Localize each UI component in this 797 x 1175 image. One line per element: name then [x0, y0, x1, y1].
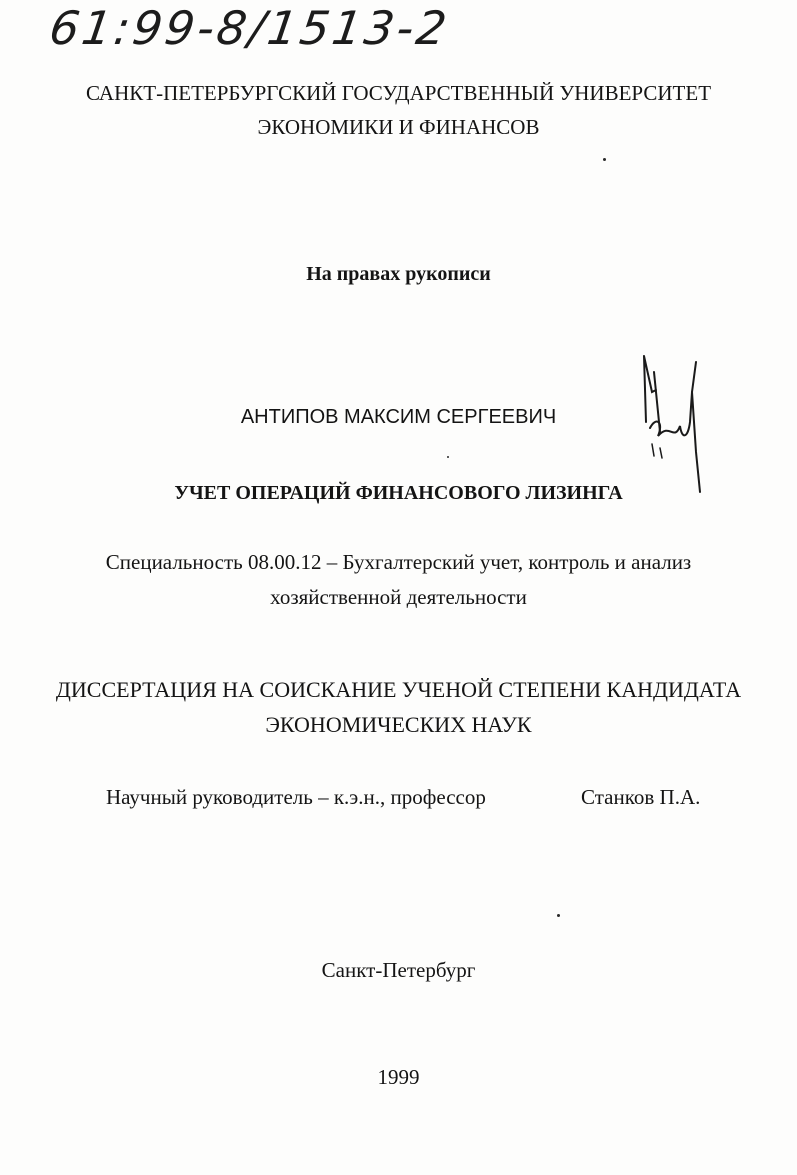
supervisor-label: Научный руководитель – к.э.н., профессор	[106, 785, 486, 809]
dissertation-title: УЧЕТ ОПЕРАЦИЙ ФИНАНСОВОГО ЛИЗИНГА	[174, 482, 623, 504]
scan-speck	[557, 914, 560, 917]
dissertation-line-2: ЭКОНОМИЧЕСКИХ НАУК	[265, 712, 532, 737]
archive-number-handwritten: 61:99-8/1513-2	[46, 1, 453, 55]
institution-line-1: САНКТ-ПЕТЕРБУРГСКИЙ ГОСУДАРСТВЕННЫЙ УНИВЕРСИТЕТ	[85, 81, 712, 105]
dissertation-line-1: ДИССЕРТАЦИЯ НА СОИСКАНИЕ УЧЕНОЙ СТЕПЕНИ КАНДИДАТА	[55, 677, 742, 702]
city: Санкт-Петербург	[321, 958, 476, 982]
specialty-line-1: Специальность 08.00.12 – Бухгалтерский учет, контроль и анализ	[105, 550, 692, 574]
year: 1999	[377, 1065, 420, 1089]
specialty-line-2: хозяйственной деятельности	[270, 585, 527, 609]
institution-line-2: ЭКОНОМИКИ И ФИНАНСОВ	[257, 115, 540, 139]
scan-speck	[447, 456, 449, 458]
author-name: АНТИПОВ МАКСИМ СЕРГЕЕВИЧ	[240, 406, 557, 428]
manuscript-rights: На правах рукописи	[306, 263, 491, 285]
scan-speck	[603, 158, 606, 161]
supervisor-name: Станков П.А.	[581, 785, 701, 809]
